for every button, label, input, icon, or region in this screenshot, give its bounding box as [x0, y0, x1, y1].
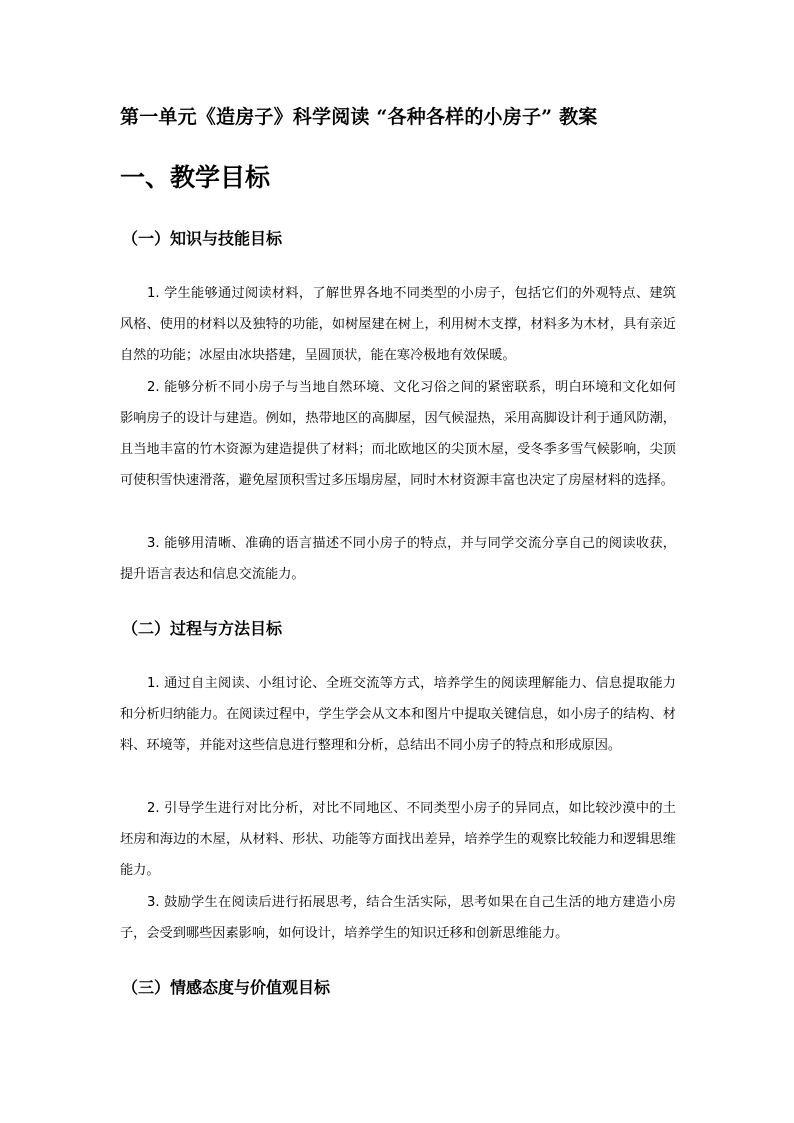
subsection-heading-emotion-values: （三）情感态度与价值观目标: [122, 978, 331, 997]
paragraph-knowledge-3: 3. 能够用清晰、准确的语言描述不同小房子的特点，并与同学交流分享自己的阅读收获，提升语言表达和信息交流能力。: [120, 536, 676, 582]
paragraph-process-3: 3. 鼓励学生在阅读后进行拓展思考，结合生活实际，思考如果在自己生活的地方建造小房子，会受到哪些因素影响，如何设计，培养学生的知识迁移和创新思维能力。: [120, 895, 676, 941]
document-title: 第一单元《造房子》科学阅读 “各种各样的小房子” 教案: [120, 106, 598, 128]
subsection-heading-process-methods: （二）过程与方法目标: [122, 619, 283, 638]
section-heading-teaching-objectives: 一、教学目标: [120, 163, 271, 192]
paragraph-knowledge-1: 1. 学生能够通过阅读材料，了解世界各地不同类型的小房子，包括它们的外观特点、建筑风格、使用的材料以及独特的功能，如树屋建在树上，利用树木支撑，材料多为木材，具有亲近自然的功能；冰屋由冰块搭建，呈圆顶状，能在寒冷极地有效保暖。: [120, 286, 676, 363]
paragraph-process-1: 1. 通过自主阅读、小组讨论、全班交流等方式，培养学生的阅读理解能力、信息提取能力和分析归纳能力。在阅读过程中，学生学会从文本和图片中提取关键信息，如小房子的结构、材料、环境等，并能对这些信息进行整理和分析，总结出不同小房子的特点和形成原因。: [120, 676, 676, 753]
paragraph-knowledge-2: 2. 能够分析不同小房子与当地自然环境、文化习俗之间的紧密联系，明白环境和文化如何影响房子的设计与建造。例如，热带地区的高脚屋，因气候湿热，采用高脚设计利于通风防潮，且当地丰富的竹木资源为建造提供了材料；而北欧地区的尖顶木屋，受冬季多雪气候影响，尖顶可使积雪快速滑落，避免屋顶积雪过多压塌房屋，同时木材资源丰富也决定了房屋材料的选择。: [120, 380, 676, 488]
paragraph-process-2: 2. 引导学生进行对比分析，对比不同地区、不同类型小房子的异同点，如比较沙漠中的土坯房和海边的木屋，从材料、形状、功能等方面找出差异，培养学生的观察比较能力和逻辑思维能力。: [120, 801, 676, 878]
subsection-heading-knowledge-skills: （一）知识与技能目标: [122, 229, 283, 248]
